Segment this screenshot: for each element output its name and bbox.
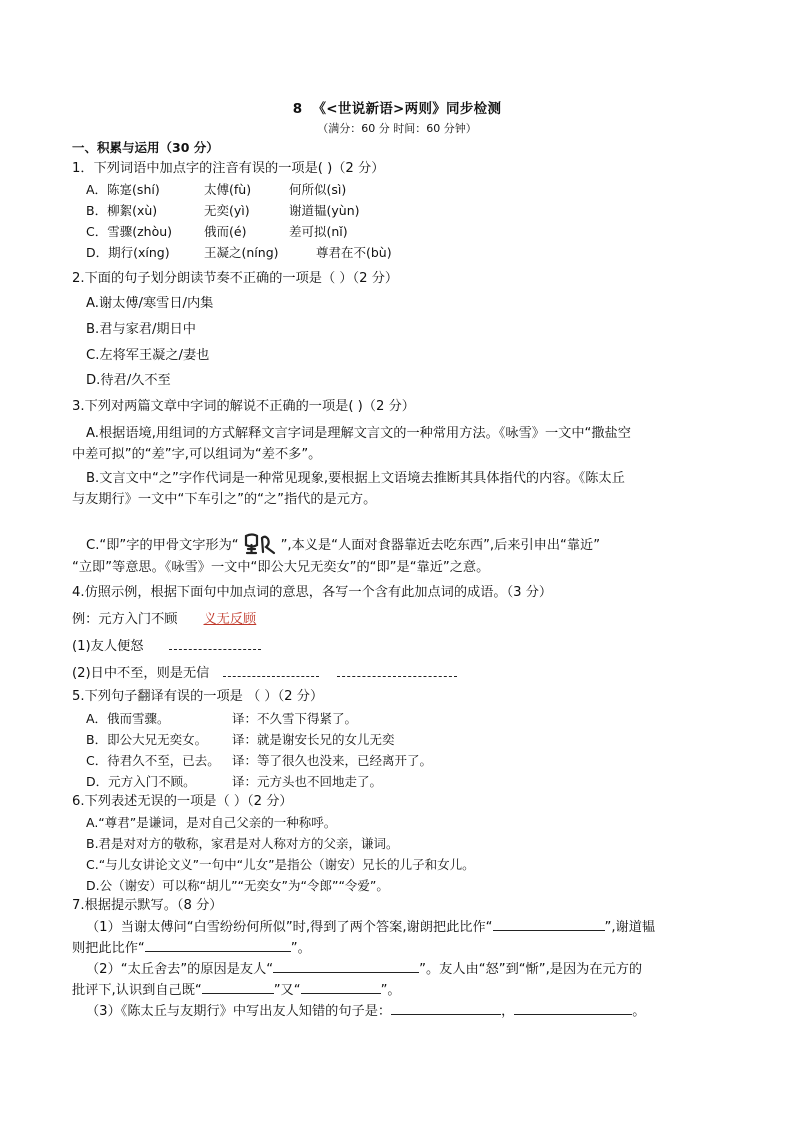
q7-p2a: （2）“太丘舍去”的原因是友人“	[86, 962, 274, 977]
q6-option-d: D.公（谢安）可以称“胡儿”“无奕女”为“令郎”“令爱”。	[86, 878, 389, 893]
q7-p1-blank-1[interactable]	[493, 918, 605, 931]
q5-a-sentence: A．俄而雪骤。	[86, 711, 170, 726]
q3-option-c-line1	[86, 533, 600, 555]
page-title	[0, 97, 794, 117]
oracle-bone-glyph-icon	[243, 533, 277, 555]
q4-item1-text: (1)友人便怒	[72, 639, 144, 654]
q7-part3	[86, 1002, 645, 1021]
q7-p2b: ”。友人由“怒”到“惭”,是因为在元方的	[419, 962, 643, 977]
q5-stem: 5.下列句子翻译有误的一项是 （ ）（2 分）	[72, 689, 324, 704]
q1-d-2: 王凝之(níng)	[204, 245, 279, 260]
q1-c-3: 差可拟(nǐ)	[289, 224, 348, 239]
q4-item-1	[72, 637, 261, 656]
q3-c-post: ”,本义是“人面对食器靠近去吃东西”,后来引申出“靠近”	[280, 538, 601, 553]
q3-option-a-line2: 中差可拟”的“差”字,可以组词为“差不多”。	[72, 447, 322, 462]
q7-p3-blank-2[interactable]	[514, 1002, 632, 1015]
q7-p1c: 则把此比作“	[72, 941, 145, 956]
q6-option-a: A.“尊君”是谦词，是对自己父亲的一种称呼。	[86, 815, 337, 830]
q7-p1-blank-2[interactable]	[145, 939, 291, 952]
q5-b-translation: 译：就是谢安长兄的女儿无奕	[232, 732, 395, 747]
q7-p2-blank-2[interactable]	[202, 981, 274, 994]
q6-option-c: C.“与儿女讲论文义”一句中“儿女”是指公（谢安）兄长的儿子和女儿。	[86, 857, 475, 872]
q4-stem: 4.仿照示例，根据下面句中加点词的意思，各写一个含有此加点词的成语。（3 分）	[72, 585, 553, 600]
q1-b-1: B．柳絮(xù)	[86, 203, 158, 218]
q7-p3c: 。	[632, 1004, 646, 1019]
q1-a-1: A．陈寔(shí)	[86, 182, 160, 197]
q4-item-2	[72, 664, 457, 683]
q1-a-3: 何所似(sì)	[289, 182, 347, 197]
q1-c-1: C．雪骤(zhòu)	[86, 224, 173, 239]
q7-p3b: ，	[501, 1004, 515, 1019]
q7-p3a: （3）《陈太丘与友期行》中写出友人知错的句子是：	[86, 1004, 392, 1019]
q2-option-a: A.谢太傅/寒雪日/内集	[86, 296, 214, 311]
q1-b-3: 谢道韫(yùn)	[289, 203, 360, 218]
q7-p2-blank-1[interactable]	[273, 960, 419, 973]
q1-d-1: D．期行(xíng)	[86, 245, 170, 260]
q7-p1a: （1）当谢太傅问“白雪纷纷何所似”时,得到了两个答案,谢朗把此比作“	[86, 920, 493, 935]
q4-example-label: 例：元方入门不顾	[72, 612, 178, 627]
q7-part2-line1	[86, 960, 642, 979]
q7-part1-line1	[86, 918, 655, 937]
page-subtitle: （满分：60 分 时间：60 分钟）	[317, 122, 477, 135]
q7-p1d: ”。	[290, 941, 311, 956]
q7-p2-blank-3[interactable]	[301, 981, 381, 994]
q7-part2-line2	[72, 981, 401, 1000]
q7-p3-blank-1[interactable]	[391, 1002, 501, 1015]
q7-p1b: ”,谢道韫	[604, 920, 656, 935]
q2-stem: 2.下面的句子划分朗读节奏不正确的一项是（ ）（2 分）	[72, 271, 399, 286]
q1-a-2: 太傅(fù)	[204, 182, 252, 197]
q1-c-2: 俄而(é)	[204, 224, 247, 239]
q7-stem: 7.根据提示默写。（8 分）	[72, 898, 223, 913]
q5-d-sentence: D．元方入门不顾。	[86, 774, 196, 789]
q3-option-b-line1: B.文言文中“之”字作代词是一种常见现象,要根据上文语境去推断其具体指代的内容。《陈太丘	[86, 471, 625, 486]
q5-a-translation: 译：不久雪下得紧了。	[232, 711, 358, 726]
q7-part1-line2	[72, 939, 311, 958]
q1-b-2: 无奕(yì)	[204, 203, 250, 218]
q2-option-c: C.左将军王凝之/妻也	[86, 348, 210, 363]
q7-p2e: ”。	[380, 983, 401, 998]
q5-b-sentence: B．即公大兄无奕女。	[86, 732, 208, 747]
q5-d-translation: 译：元方头也不回地走了。	[232, 774, 383, 789]
q3-option-b-line2: 与友期行》一文中“下车引之”的“之”指代的是元方。	[72, 492, 377, 507]
q4-item1-answer-field[interactable]	[169, 637, 261, 650]
q2-option-b: B.君与家君/期日中	[86, 322, 196, 337]
q4-example-answer: 义无反顾	[203, 612, 257, 627]
q4-item2-text: (2)日中不至，则是无信	[72, 666, 210, 681]
q7-p2c: 批评下,认识到自己既“	[72, 983, 202, 998]
title-text: 《<世说新语>两则》同步检测	[312, 101, 502, 117]
q4-example	[72, 611, 256, 629]
q4-item2-answer-field-1[interactable]	[223, 664, 319, 677]
q3-c-pre: C.“即”字的甲骨文字形为“	[86, 538, 239, 553]
q3-stem: 3.下列对两篇文章中字词的解说不正确的一项是( )（2 分）	[72, 399, 415, 414]
q5-c-sentence: C．待君久不至，已去。	[86, 753, 220, 768]
lesson-number: 8	[292, 101, 303, 117]
q5-c-translation: 译：等了很久也没来，已经离开了。	[232, 753, 433, 768]
q4-item2-answer-field-2[interactable]	[337, 664, 457, 677]
q6-option-b: B.君是对对方的敬称，家君是对人称对方的父亲，谦词。	[86, 836, 399, 851]
q1-d-3: 尊君在不(bù)	[316, 245, 392, 260]
q6-stem: 6.下列表述无误的一项是（ ）（2 分）	[72, 794, 293, 809]
q1-stem: 1．下列词语中加点字的注音有误的一项是( )（2 分）	[72, 161, 385, 176]
q7-p2d: ”又“	[273, 983, 301, 998]
q3-option-c-line2: “立即”等意思。《咏雪》一文中“即公大兄无奕女”的“即”是“靠近”之意。	[72, 560, 490, 575]
q2-option-d: D.待君/久不至	[86, 373, 171, 388]
section-heading: 一、积累与运用（30 分）	[72, 140, 219, 155]
q3-option-a-line1: A.根据语境,用组词的方式解释文言字词是理解文言文的一种常用方法。《咏雪》一文中“撒盐空	[86, 426, 631, 441]
